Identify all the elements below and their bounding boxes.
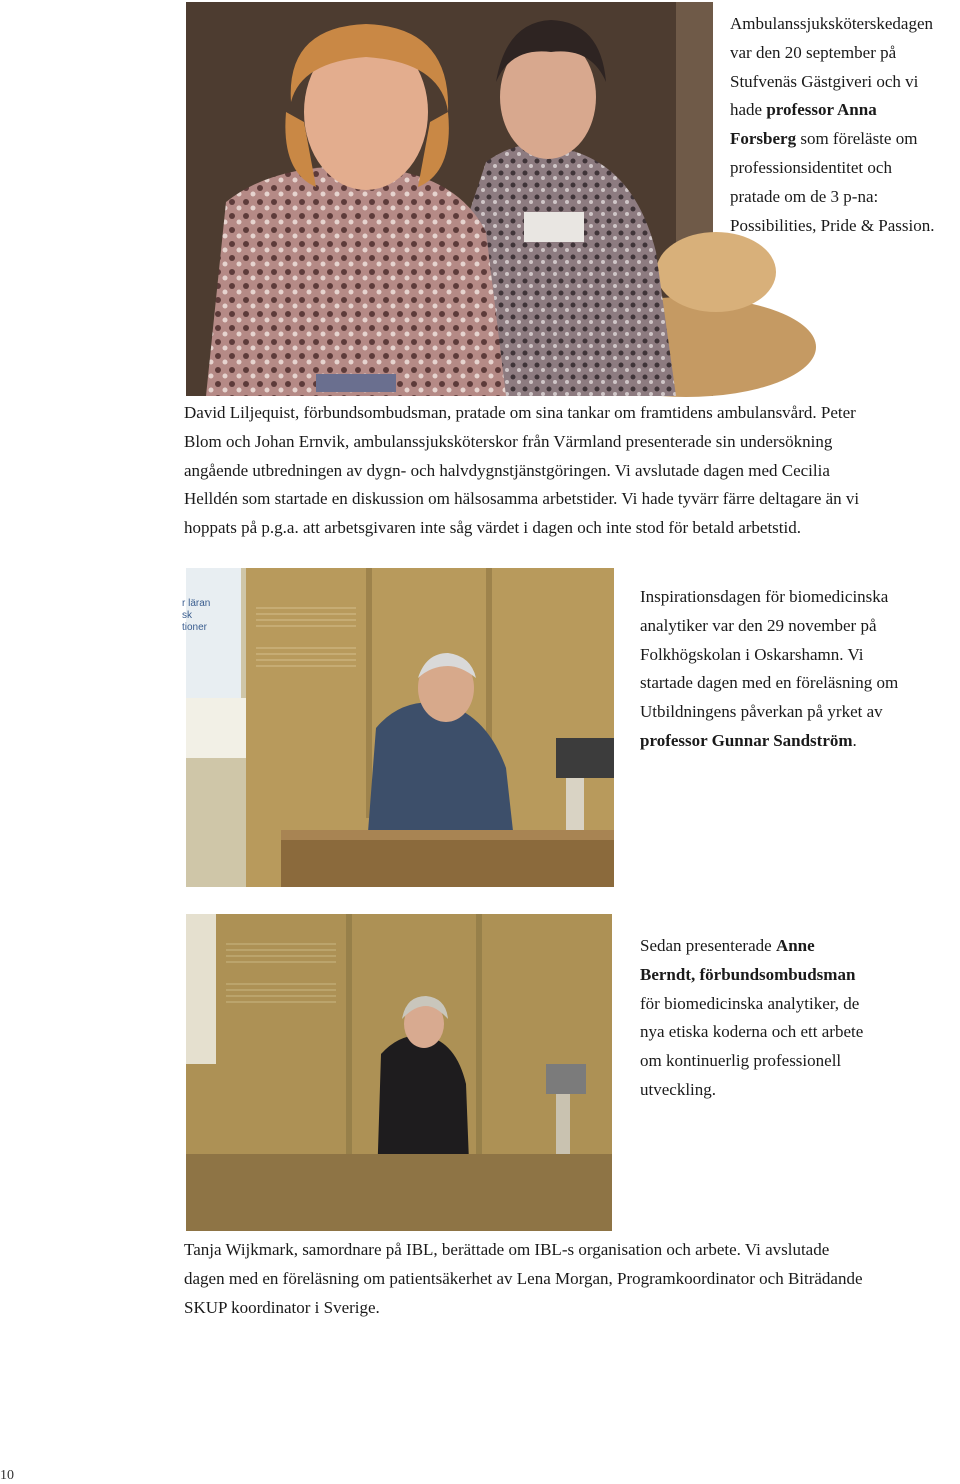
bold-name: Berndt, förbundsombudsman xyxy=(640,964,856,984)
paragraph-ibl xyxy=(184,1236,960,1322)
bold-name: professor Anna xyxy=(766,100,877,120)
text-line: utveckling. xyxy=(640,1079,717,1099)
text-line: Tanja Wijkmark, samordnare på IBL, berättade om IBL-s organisation och arbete. Vi avslutade xyxy=(184,1240,830,1259)
bold-name: professor Gunnar Sandström xyxy=(640,730,853,750)
photo-woman-presenting xyxy=(186,914,612,1231)
text-line: om kontinuerlig professionell xyxy=(640,1051,842,1071)
text-line: hoppats på p.g.a. att arbetsgivaren inte såg värdet i dagen och inte stod för betald arbetstid. xyxy=(184,518,801,538)
text-line: Helldén som startade en diskussion om hälsosamma arbetstider. Vi hade tyvärr färre deltagare än vi xyxy=(184,489,860,509)
intro-anne-berndt xyxy=(640,932,910,1105)
text-line: professionsidentitet och xyxy=(730,157,892,177)
text-line: Inspirationsdagen för biomedicinska xyxy=(640,587,889,606)
text-line: för biomedicinska analytiker, de xyxy=(640,993,860,1013)
slide-text xyxy=(182,598,210,634)
text-line: analytiker var den 29 november på xyxy=(640,615,877,635)
bold-name: Anne xyxy=(775,936,815,955)
text-line: startade dagen med en föreläsning om xyxy=(640,673,899,693)
text-line: hade xyxy=(730,100,763,120)
text-line: David Liljequist, förbundsombudsman, pratade om sina tankar om framtidens ambulansvård. Peter xyxy=(184,403,856,422)
text-line: Stufvenäs Gästgiveri och vi xyxy=(730,71,919,91)
slide-text-line: r läran xyxy=(182,598,211,609)
bold-name: Forsberg xyxy=(730,129,797,149)
intro-ambulance-day xyxy=(730,10,960,240)
text-line: angående utbredningen av dygn- och halvdygnstjänstgöringen. Vi avslutade dagen med Cecilia xyxy=(184,460,830,480)
page-number: 10 xyxy=(0,1468,14,1483)
text-line: SKUP koordinator i Sverige. xyxy=(184,1297,380,1317)
text-line: dagen med en föreläsning om patientsäkerhet av Lena Morgan, Programkoordinator och Biträdande xyxy=(184,1268,863,1288)
paragraph-ambulance-day xyxy=(184,399,960,543)
intro-inspiration-day xyxy=(640,583,940,756)
photo-two-women xyxy=(186,2,713,396)
text-line: Possibilities, Pride & Passion. xyxy=(730,215,935,235)
slide-text-line: sk xyxy=(182,610,192,621)
slide-text-line: tioner xyxy=(182,622,208,633)
text-line: nya etiska koderna och ett arbete xyxy=(640,1022,864,1042)
text-line: som föreläste om xyxy=(800,129,918,149)
text-line: Blom och Johan Ernvik, ambulanssjuksköterskor från Värmland presenterade sin undersökning xyxy=(184,431,833,451)
text-line: Folkhögskolan i Oskarshamn. Vi xyxy=(640,644,864,664)
text-line: Utbildningens påverkan på yrket av xyxy=(640,702,883,722)
text-line: var den 20 september på xyxy=(730,42,897,62)
text-line: Sedan presenterade xyxy=(640,936,772,955)
text-line: Ambulanssjuksköterskedagen xyxy=(730,14,934,33)
text-line: . xyxy=(852,730,857,750)
photo-man-presenting xyxy=(182,568,614,887)
text-line: pratade om de 3 p-na: xyxy=(730,186,879,206)
